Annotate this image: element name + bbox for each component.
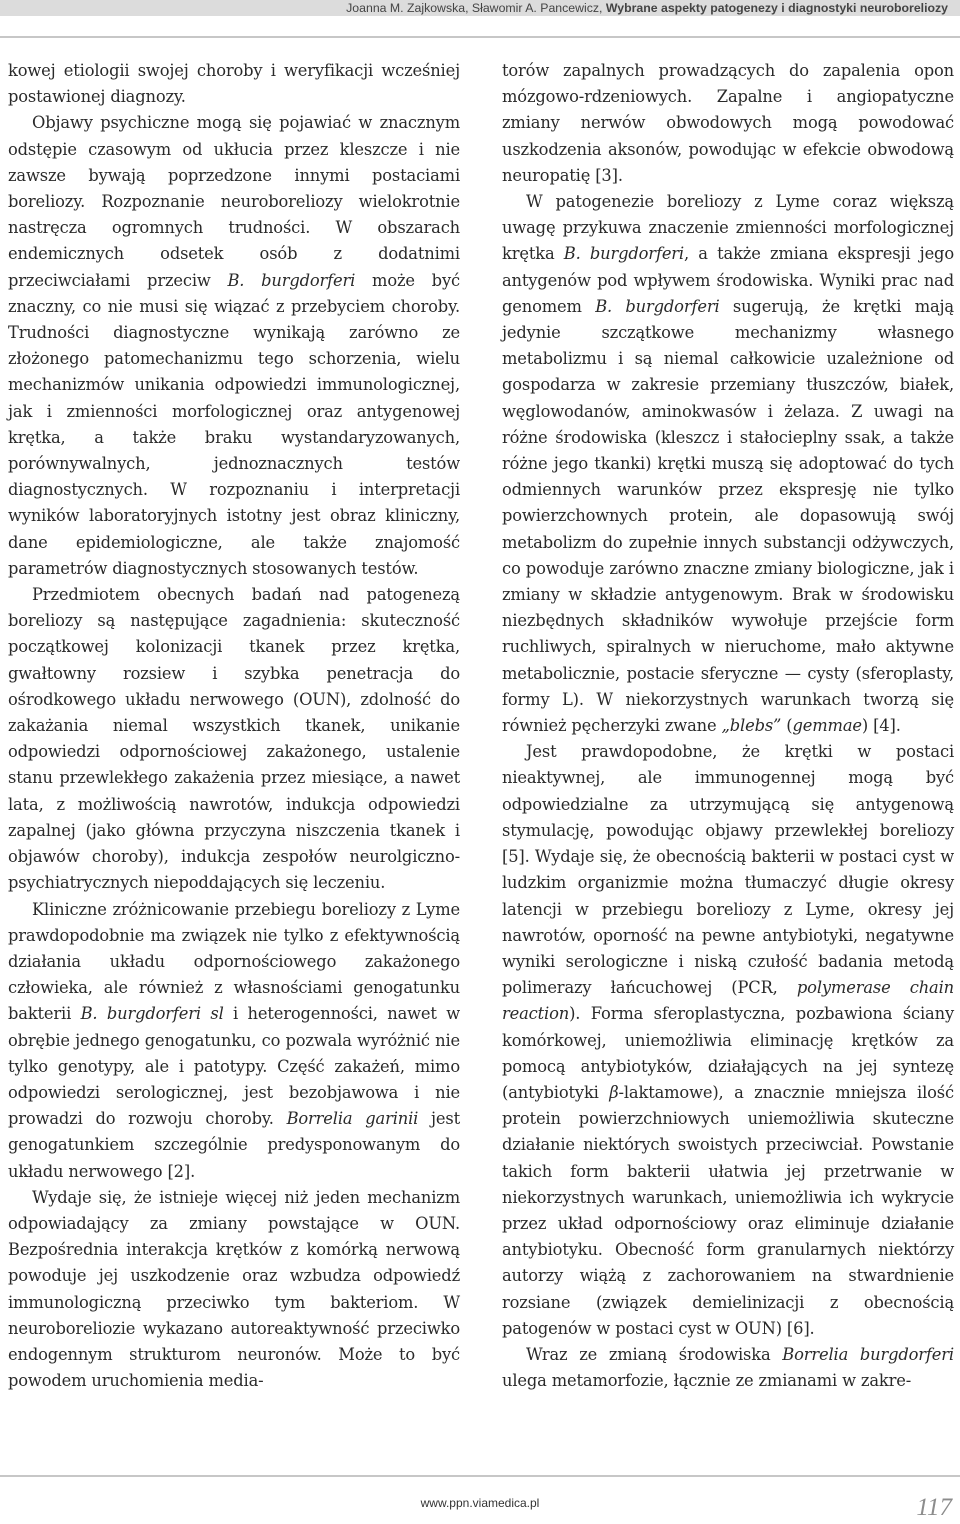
footer-rule bbox=[0, 1475, 960, 1477]
left-column bbox=[8, 58, 460, 1394]
header-title: Wybrane aspekty patogenezy i diagnostyki neuroboreliozy bbox=[605, 1, 948, 15]
running-header bbox=[346, 0, 948, 16]
header-authors: Joanna M. Zajkowska, Sławomir A. Pancewicz, bbox=[346, 1, 603, 15]
footer-url: www.ppn.viamedica.pl bbox=[420, 1496, 540, 1510]
paragraph: Wydaje się, że istnieje więcej niż jeden mechanizm odpowiadający za zmiany powstające w OUN. Bezpośrednia interakcja krętków z komórką nerwową powoduje jej uszkodzenie oraz wzbudza odpowiedź immunologiczną przeciwko tym bakteriom. W neuroboreliozie wykazano autoreaktywność przeciwko endogennym strukturom neuronów. Może to być powodem uruchomienia media- bbox=[8, 1187, 460, 1391]
page-number: 117 bbox=[916, 1494, 952, 1521]
paragraph: kowej etiologii swojej choroby i weryfikacji wcześniej postawionej diagnozy. bbox=[8, 61, 460, 107]
paragraph: Jest prawdopodobne, że krętki w postaci nieaktywnej, ale immunogennej mogą być odpowiedzialne za utrzymującą się antygenową stymulację, powodując objawy przewlekłej boreliozy [5]. Wydaje się, że obecnością bakterii w postaci cyst w ludzkim organizmie można tłumaczyć długie okresy latencji w przebiegu boreliozy z Lyme, okresy jej nawrotów, oporność na pewne antybiotyki, negatywne wyniki serologiczne i niską czułość badania metodą polimerazy łańcuchowej (PCR, polymerase chain reaction). Forma sferoplastyczna, pozbawiona ściany komórkowej, uniemożliwia eliminację krętków za pomocą antybiotyków, działających na jej syntezę (antybiotyki β-laktamowe), a znacznie mniejsza ilość protein powierzchniowych uniemożliwia skuteczne działanie niektórych swoistych przeciwciał. Powstanie takich form bakterii ułatwia jej przetrwanie w niekorzystnych warunkach, uniemożliwia ich wykrycie przez układ odpornościowy oraz eliminuje działanie antybiotyku. Obecność form granularnych niektórzy autorzy wiążą z zachorowaniem na stwardnienie rozsiane (związek demielinizacji z obecnością patogenów w postaci cyst w OUN) [6]. bbox=[502, 742, 954, 1338]
right-column bbox=[502, 58, 954, 1394]
paragraph: Wraz ze zmianą środowiska Borrelia burgdorferi ulega metamorfozie, łącznie ze zmianami w zakre- bbox=[502, 1344, 954, 1391]
paragraph: Przedmiotem obecnych badań nad patogenezą boreliozy są następujące zagadnienia: skuteczność początkowej kolonizacji tkanek przez krętka, gwałtowny rozsiew i szybka penetracja do ośrodkowego układu nerwowego (OUN), zdolność do zakażania niemal wszystkich tkanek, unikanie odpowiedzi odpornościowej zakażonego, ustalenie stanu przewlekłego zakażenia przez miesiące, a nawet lata, z możliwością nawrotów, indukcja odpowiedzi zapalnej (jako główna przyczyna niszczenia tkanek i objawów choroby), indukcja zespołów neurolgiczno-psychiatrycznych niepoddających się leczeniu. bbox=[8, 585, 460, 893]
paragraph: torów zapalnych prowadzących do zapalenia opon mózgowo-rdzeniowych. Zapalne i angiopatyczne zmiany nerwów obwodowych mogą powodować uszkodzenia aksonów, powodując w efekcie obwodową neuropatię [3]. bbox=[502, 61, 954, 185]
paragraph: Kliniczne zróżnicowanie przebiegu boreliozy z Lyme prawdopodobnie ma związek nie tylko z efektywnością działania układu odpornościowego zakażonego człowieka, ale również z własnościami genogatunku bakterii B. burgdorferi sl i heterogenności, nawet w obrębie jednego genogatunku, co pozwala wyróżnić nie tylko genotypy, ale i patotypy. Część zakażeń, mimo odpowiedzi serologicznej, jest bezobjawowa i nie prowadzi do rozwoju choroby. Borrelia garinii jest genogatunkiem szczególnie predysponowanym do układu nerwowego [2]. bbox=[8, 899, 460, 1181]
paragraph: Objawy psychiczne mogą się pojawiać w znacznym odstępie czasowym od ukłucia przez kleszcze i nie zawsze bywają poprzedzone innymi postaciami boreliozy. Rozpoznanie neuroboreliozy wielokrotnie nastręcza ogromnych trudności. W obszarach endemicznych odsetek osób z dodatnimi przeciwciałami przeciw B. burgdorferi może być znaczny, co nie musi się wiązać z przebyciem choroby. Trudności diagnostyczne wynikają zarówno ze złożonego patomechanizmu tego schorzenia, wielu mechanizmów unikania odpowiedzi immunologicznej, jak i zmienności morfologicznej oraz antygenowej krętka, a także braku wystandaryzowanych, porównywalnych, jednoznacznych testów diagnostycznych. W rozpoznaniu i interpretacji wyników laboratoryjnych istotny jest obraz kliniczny, dane epidemiologiczne, ale także znajomość parametrów diagnostycznych stosowanych testów. bbox=[8, 113, 460, 578]
paragraph: W patogenezie boreliozy z Lyme coraz większą uwagę przykuwa znaczenie zmienności morfologicznej krętka B. burgdorferi, a także zmiana ekspresji jego antygenów pod wpływem środowiska. Wyniki prac nad genomem B. burgdorferi sugerują, że krętki mają jedynie szczątkowe mechanizmy własnego metabolizmu i są niemal całkowicie uzależnione od gospodarza w zakresie przemiany tłuszczów, białek, węglowodanów, aminokwasów i żelaza. Z uwagi na różne środowiska (kleszcz i stałocieplny ssak, a także różne jego tkanki) krętki muszą się adoptować do tych odmiennych warunków przez ekspresję nie tylko powierzchownych protein, ale dopasowują swój metabolizm do zupełnie innych substancji odżywczych, co powoduje zarówno znaczne zmiany biologiczne, jak i zmiany w składzie antygenowym. Brak w środowisku niezbędnych składników wywołuje przejście form ruchliwych, spiralnych w nieruchome, mało aktywne metabolicznie, postacie sferyczne — cysty (sferoplasty, formy L). W niekorzystnych warunkach tworzą się również pęcherzyki zwane „blebs” (gemmae) [4]. bbox=[502, 192, 954, 736]
header-rule bbox=[0, 36, 960, 38]
